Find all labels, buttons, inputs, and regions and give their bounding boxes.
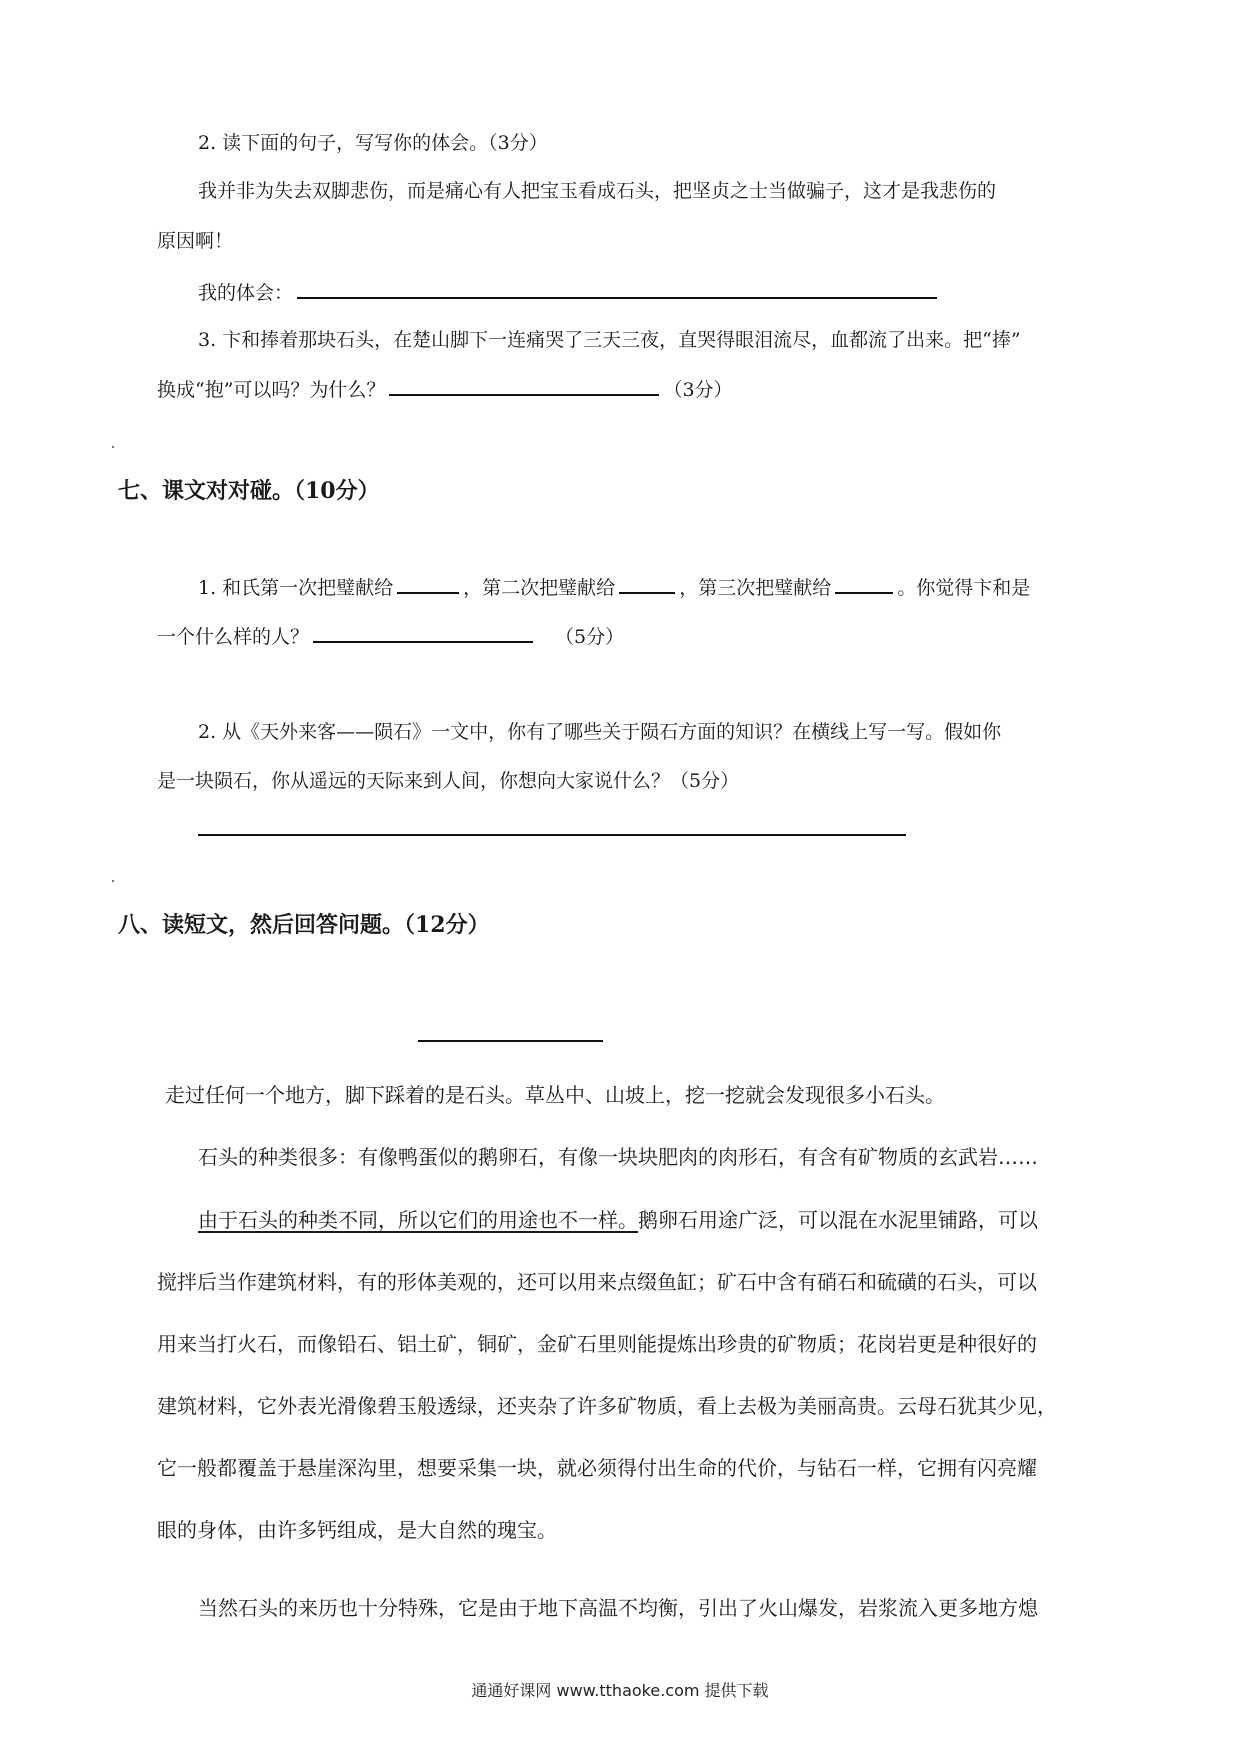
page-footer: 通通好课网 www.tthaoke.com 提供下载 <box>471 1681 769 1700</box>
passage-p3-rest: 鹅卵石用途广泛，可以混在水泥里铺路，可以 <box>638 1208 1038 1232</box>
q7-2-answer-blank[interactable] <box>198 834 906 836</box>
q6-2-sentence-line2: 原因啊！ <box>157 230 234 252</box>
q6-3-score: （3分） <box>663 379 733 401</box>
passage-p3-line5: 它一般都覆盖于悬崖深沟里，想要采集一块，就必须得付出生命的代价，与钻石一样，它拥有闪亮耀 <box>157 1456 1037 1480</box>
passage-p3-line6: 眼的身体，由许多钙组成，是大自然的瑰宝。 <box>157 1518 557 1542</box>
q6-2-sentence-line1: 我并非为失去双脚悲伤，而是痛心有人把宝玉看成石头，把坚贞之士当做骗子，这才是我悲伤的 <box>198 180 997 202</box>
section8-heading: 八、读短文，然后回答问题。（12分） <box>118 912 490 938</box>
passage-title-blank[interactable] <box>418 1040 603 1042</box>
q7-1-question: 一个什么样的人？ <box>157 626 310 648</box>
q7-1-blank-3[interactable] <box>835 572 893 594</box>
q7-1-score: （5分） <box>555 626 625 648</box>
scan-dot <box>112 446 114 448</box>
q6-2-answer-blank[interactable] <box>297 277 937 299</box>
section7-heading: 七、课文对对碰。（10分） <box>118 478 380 504</box>
q7-1-answer-blank[interactable] <box>313 621 533 643</box>
passage-p2: 石头的种类很多：有像鸭蛋似的鹅卵石，有像一块块肥肉的肉形石，有含有矿物质的玄武岩…… <box>198 1145 1038 1169</box>
q7-2-line1: 2. 从《天外来客——陨石》一文中，你有了哪些关于陨石方面的知识？在横线上写一写。假如你 <box>198 721 1002 743</box>
q7-1-text-a: 1. 和氏第一次把璧献给 <box>198 577 394 599</box>
q7-1-text-b: ，第二次把璧献给 <box>463 577 616 599</box>
passage-underlined-sentence: 由于石头的种类不同，所以它们的用途也不一样。 <box>198 1208 638 1232</box>
passage-p3-line2: 搅拌后当作建筑材料，有的形体美观的，还可以用来点缀鱼缸；矿石中含有硝石和硫磺的石头，可以 <box>157 1270 1037 1294</box>
q6-2-answer-label: 我的体会： <box>198 282 294 304</box>
q6-3-answer-blank[interactable] <box>389 374 659 396</box>
q6-3-question: 换成“抱”可以吗？为什么？ <box>157 379 386 401</box>
scan-dot <box>112 880 114 882</box>
q6-2-answer-row <box>198 277 1127 308</box>
q7-1-text-d: 。你觉得卞和是 <box>897 577 1031 599</box>
passage-p3-line1 <box>198 1204 1127 1236</box>
q7-1-blank-1[interactable] <box>397 572 459 594</box>
passage-p1: 走过任何一个地方，脚下踩着的是石头。草丛中、山坡上，挖一挖就会发现很多小石头。 <box>165 1083 945 1107</box>
passage-p4: 当然石头的来历也十分特殊，它是由于地下高温不均衡，引出了火山爆发，岩浆流入更多地方熄 <box>198 1596 1038 1620</box>
q7-2-line2: 是一块陨石，你从遥远的天际来到人间，你想向大家说什么？（5分） <box>157 770 740 792</box>
passage-p3-line3: 用来当打火石，而像铅石、铝土矿，铜矿，金矿石里则能提炼出珍贵的矿物质；花岗岩更是种很好的 <box>157 1332 1037 1356</box>
passage-p3-line4: 建筑材料，它外表光滑像碧玉般透绿，还夹杂了许多矿物质，看上去极为美丽高贵。云母石犹其少见， <box>157 1394 1057 1418</box>
q7-1-line1 <box>198 572 1127 603</box>
q6-2-prompt: 2. 读下面的句子，写写你的体会。（3分） <box>198 132 548 154</box>
q6-3-line1: 3. 卞和捧着那块石头，在楚山脚下一连痛哭了三天三夜，直哭得眼泪流尽，血都流了出来。把“捧” <box>198 329 1021 351</box>
q6-3-line2 <box>157 374 1127 405</box>
q7-1-line2 <box>157 621 1127 652</box>
q7-1-blank-2[interactable] <box>619 572 675 594</box>
q7-1-text-c: ，第三次把璧献给 <box>679 577 832 599</box>
